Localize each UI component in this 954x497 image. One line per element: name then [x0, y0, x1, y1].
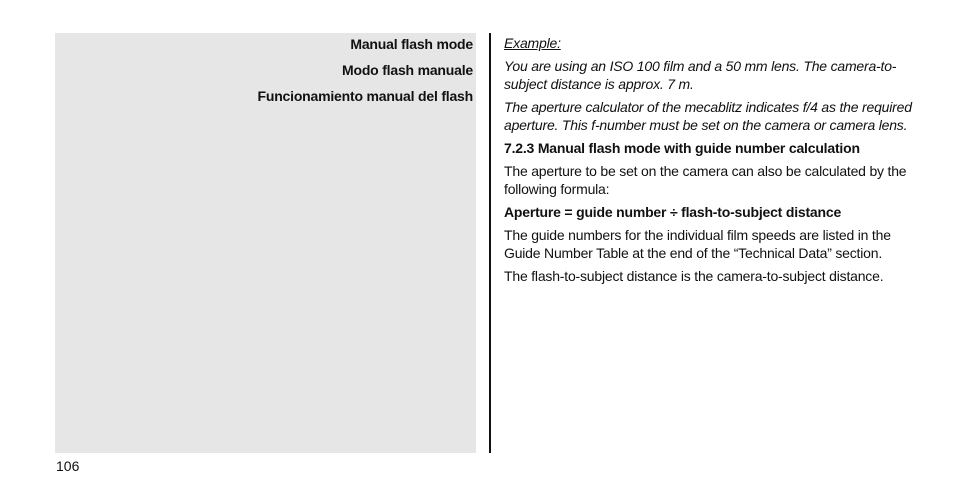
- sidebar-title-spanish: Funcionamiento manual del flash: [257, 88, 473, 104]
- distance-text: The flash-to-subject distance is the camera-to-subject distance.: [504, 268, 884, 284]
- guide-numbers-text: The guide numbers for the individual film speeds are listed in the Guide Number Table at the end of the “Technical Data” section.: [504, 227, 891, 261]
- page-number: 106: [56, 458, 80, 474]
- example-aperture-text: The aperture calculator of the mecablitz indicates f/4 as the required aperture. This f-number must be set on the camera or camera lens.: [504, 99, 912, 133]
- section-heading: 7.2.3 Manual flash mode with guide number calculation: [504, 140, 860, 156]
- sidebar-title-italian: Modo flash manuale: [342, 62, 473, 78]
- section-intro: The aperture to be set on the camera can also be calculated by the following formula:: [504, 163, 907, 197]
- sidebar-titles: [258, 36, 474, 114]
- main-content: [504, 34, 924, 290]
- example-text: You are using an ISO 100 film and a 50 mm lens. The camera-to-subject distance is approx. 7 m.: [504, 58, 897, 92]
- sidebar-panel: [55, 33, 476, 453]
- aperture-formula: Aperture = guide number ÷ flash-to-subject distance: [504, 204, 842, 220]
- sidebar-title-english: Manual flash mode: [350, 36, 473, 52]
- example-label: Example:: [504, 35, 561, 51]
- vertical-divider: [489, 33, 491, 453]
